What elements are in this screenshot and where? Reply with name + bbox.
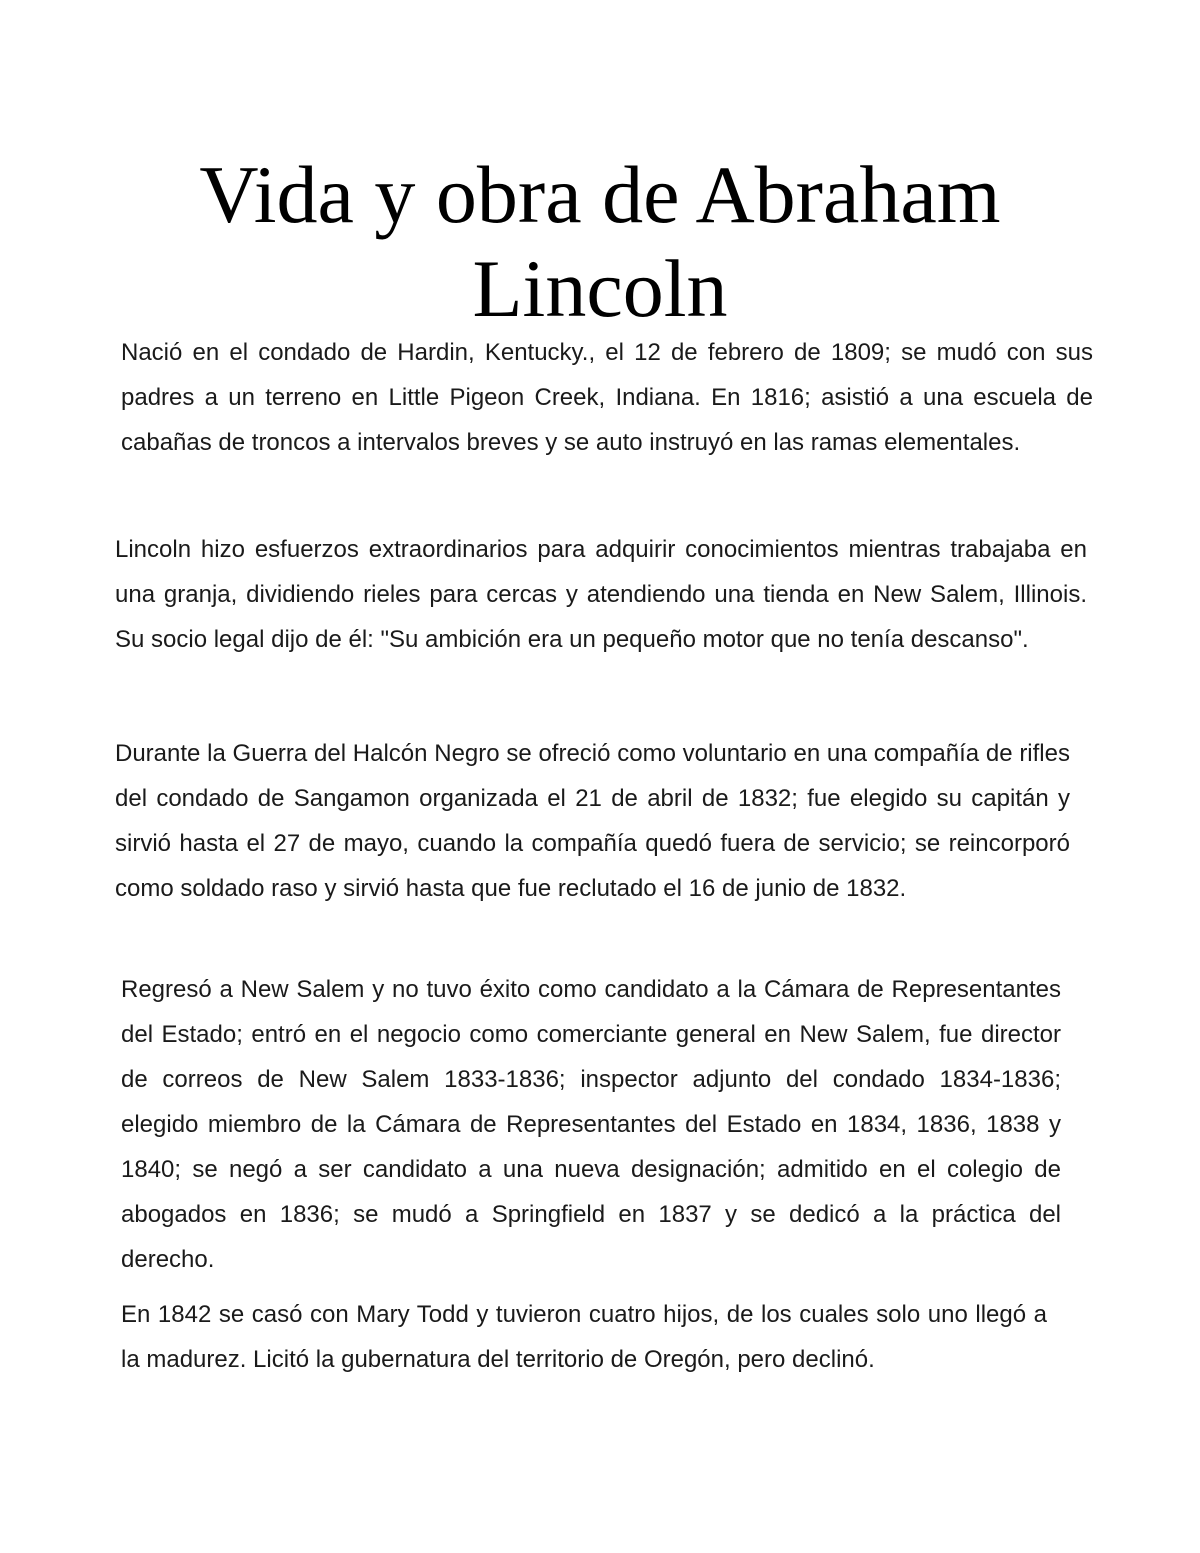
paragraph-self-education: Lincoln hizo esfuerzos extraordinarios para adquirir conocimientos mientras trabajaba en una granja, dividiendo rieles para cercas y atendiendo una tienda en New Salem, Illinois. Su socio legal dijo de él: "Su ambición era un pequeño motor que no tenía descanso". [115,536,1087,653]
paragraph-marriage: En 1842 se casó con Mary Todd y tuvieron cuatro hijos, de los cuales solo uno llegó a la madurez. Licitó la gubernatura del territorio de Oregón, pero declinó. [121,1301,1047,1373]
document-title: Vida y obra de Abraham Lincoln [199,149,1001,334]
paragraph-black-hawk-war: Durante la Guerra del Halcón Negro se ofreció como voluntario en una compañía de rifles del condado de Sangamon organizada el 21 de abril de 1832; fue elegido su capitán y sirvió hasta el 27 de mayo, cuando la compañía quedó fuera de servicio; se reincorporó como soldado raso y sirvió hasta que fue reclutado el 16 de junio de 1832. [115,740,1070,902]
paragraph-birth-and-childhood: Nació en el condado de Hardin, Kentucky., el 12 de febrero de 1809; se mudó con sus padres a un terreno en Little Pigeon Creek, Indiana. En 1816; asistió a una escuela de cabañas de troncos a intervalos breves y se auto instruyó en las ramas elementales. [121,339,1093,456]
paragraph-political-career: Regresó a New Salem y no tuvo éxito como candidato a la Cámara de Representantes del Estado; entró en el negocio como comerciante general en New Salem, fue director de correos de New Salem 1833-1836; inspector adjunto del condado 1834-1836; elegido miembro de la Cámara de Representantes del Estado en 1834, 1836, 1838 y 1840; se negó a ser candidato a una nueva designación; admitido en el colegio de abogados en 1836; se mudó a Springfield en 1837 y se dedicó a la práctica del derecho. [121,976,1061,1273]
